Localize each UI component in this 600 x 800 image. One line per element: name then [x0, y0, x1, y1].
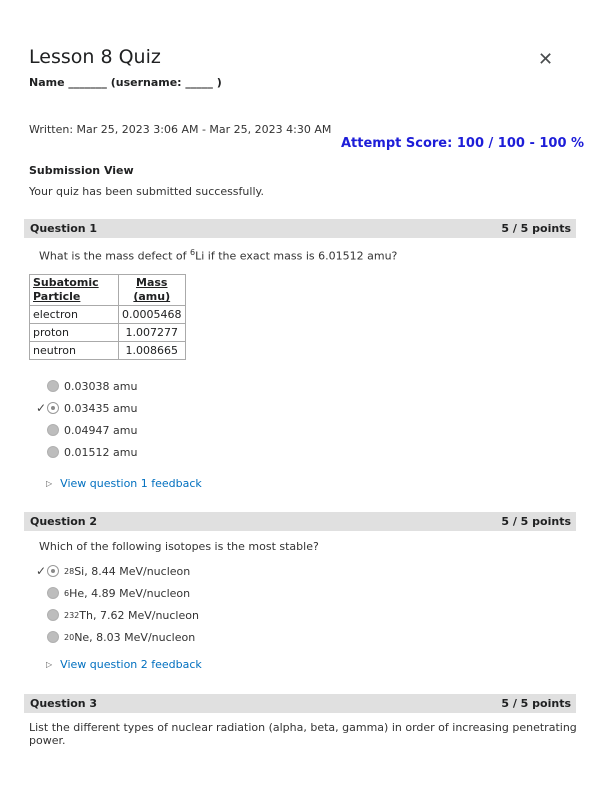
answer-option-selected	[33, 399, 137, 417]
table-header-row	[30, 275, 186, 306]
answer-option	[33, 443, 137, 461]
radio-button[interactable]	[47, 380, 59, 392]
radio-button-selected[interactable]	[47, 565, 59, 577]
expand-triangle-icon: ▷	[46, 479, 53, 488]
answer-label: 0.03435 amu	[64, 401, 138, 415]
name-username-line: Name _______ (username: _____ )	[29, 76, 222, 89]
isotope-superscript: 20	[64, 632, 75, 642]
submission-message: Your quiz has been submitted successfully.	[29, 185, 264, 198]
question-3-text: List the different types of nuclear radiation (alpha, beta, gamma) in order of increasing penetrating power.	[29, 721, 577, 747]
answer-option	[33, 377, 137, 395]
table-cell: neutron	[30, 342, 119, 360]
answer-option	[33, 606, 199, 624]
answer-option	[33, 584, 190, 602]
attempt-score: Attempt Score: 100 / 100 - 100 %	[341, 136, 585, 151]
table-cell: 1.008665	[119, 342, 186, 360]
question-points: 5 / 5 points	[501, 222, 571, 235]
feedback-link-text: View question 1 feedback	[60, 477, 202, 490]
table-cell: 0.0005468	[119, 306, 186, 324]
question-text-part: Li if the exact mass is 6.01512 amu?	[195, 249, 398, 263]
answer-option	[33, 628, 195, 646]
question-2-text: Which of the following isotopes is the most stable?	[39, 540, 319, 553]
expand-triangle-icon: ▷	[46, 660, 53, 669]
question-1-header	[24, 219, 576, 238]
subatomic-mass-table	[29, 274, 186, 360]
radio-button[interactable]	[47, 631, 59, 643]
table-row	[30, 324, 186, 342]
question-points: 5 / 5 points	[501, 515, 571, 528]
isotope-superscript: 6	[64, 588, 70, 598]
question-text-part: What is the mass defect of	[39, 249, 190, 263]
table-row	[30, 306, 186, 324]
checkmark-icon: ✓	[35, 564, 46, 578]
question-label: Question 1	[30, 222, 98, 235]
header-line: (amu)	[133, 290, 171, 303]
table-cell: electron	[30, 306, 119, 324]
answer-label: 0.01512 amu	[64, 445, 138, 459]
answer-label: Si, 8.44 MeV/nucleon	[74, 564, 191, 578]
isotope-superscript: 6	[190, 248, 196, 257]
submission-heading: Submission View	[29, 164, 134, 177]
close-icon[interactable]: ✕	[538, 49, 554, 70]
page-title: Lesson 8 Quiz	[29, 46, 161, 68]
view-feedback-link[interactable]	[46, 477, 202, 490]
question-1-text	[39, 248, 397, 263]
isotope-superscript: 232	[64, 610, 80, 620]
feedback-link-text: View question 2 feedback	[60, 658, 202, 671]
answer-label: Ne, 8.03 MeV/nucleon	[74, 630, 196, 644]
question-3-header	[24, 694, 576, 713]
table-cell: 1.007277	[119, 324, 186, 342]
header-line: Mass	[136, 276, 168, 289]
header-line: Particle	[33, 290, 81, 303]
view-feedback-link[interactable]	[46, 658, 202, 671]
answer-option	[33, 421, 137, 439]
question-label: Question 3	[30, 697, 98, 710]
answer-label: 0.04947 amu	[64, 423, 138, 437]
header-line: Subatomic	[33, 276, 99, 289]
answer-option-selected	[33, 562, 190, 580]
table-header-particle	[30, 275, 119, 306]
answer-label: 0.03038 amu	[64, 379, 138, 393]
table-header-mass	[119, 275, 186, 306]
checkmark-icon: ✓	[35, 401, 46, 415]
question-label: Question 2	[30, 515, 98, 528]
table-cell: proton	[30, 324, 119, 342]
question-points: 5 / 5 points	[501, 697, 571, 710]
isotope-superscript: 28	[64, 566, 75, 576]
radio-button[interactable]	[47, 424, 59, 436]
radio-button[interactable]	[47, 587, 59, 599]
radio-button[interactable]	[47, 609, 59, 621]
answer-label: Th, 7.62 MeV/nucleon	[79, 608, 199, 622]
radio-button-selected[interactable]	[47, 402, 59, 414]
answer-label: He, 4.89 MeV/nucleon	[69, 586, 191, 600]
written-timestamp: Written: Mar 25, 2023 3:06 AM - Mar 25, 2023 4:30 AM	[29, 123, 332, 136]
radio-button[interactable]	[47, 446, 59, 458]
table-row	[30, 342, 186, 360]
question-2-header	[24, 512, 576, 531]
